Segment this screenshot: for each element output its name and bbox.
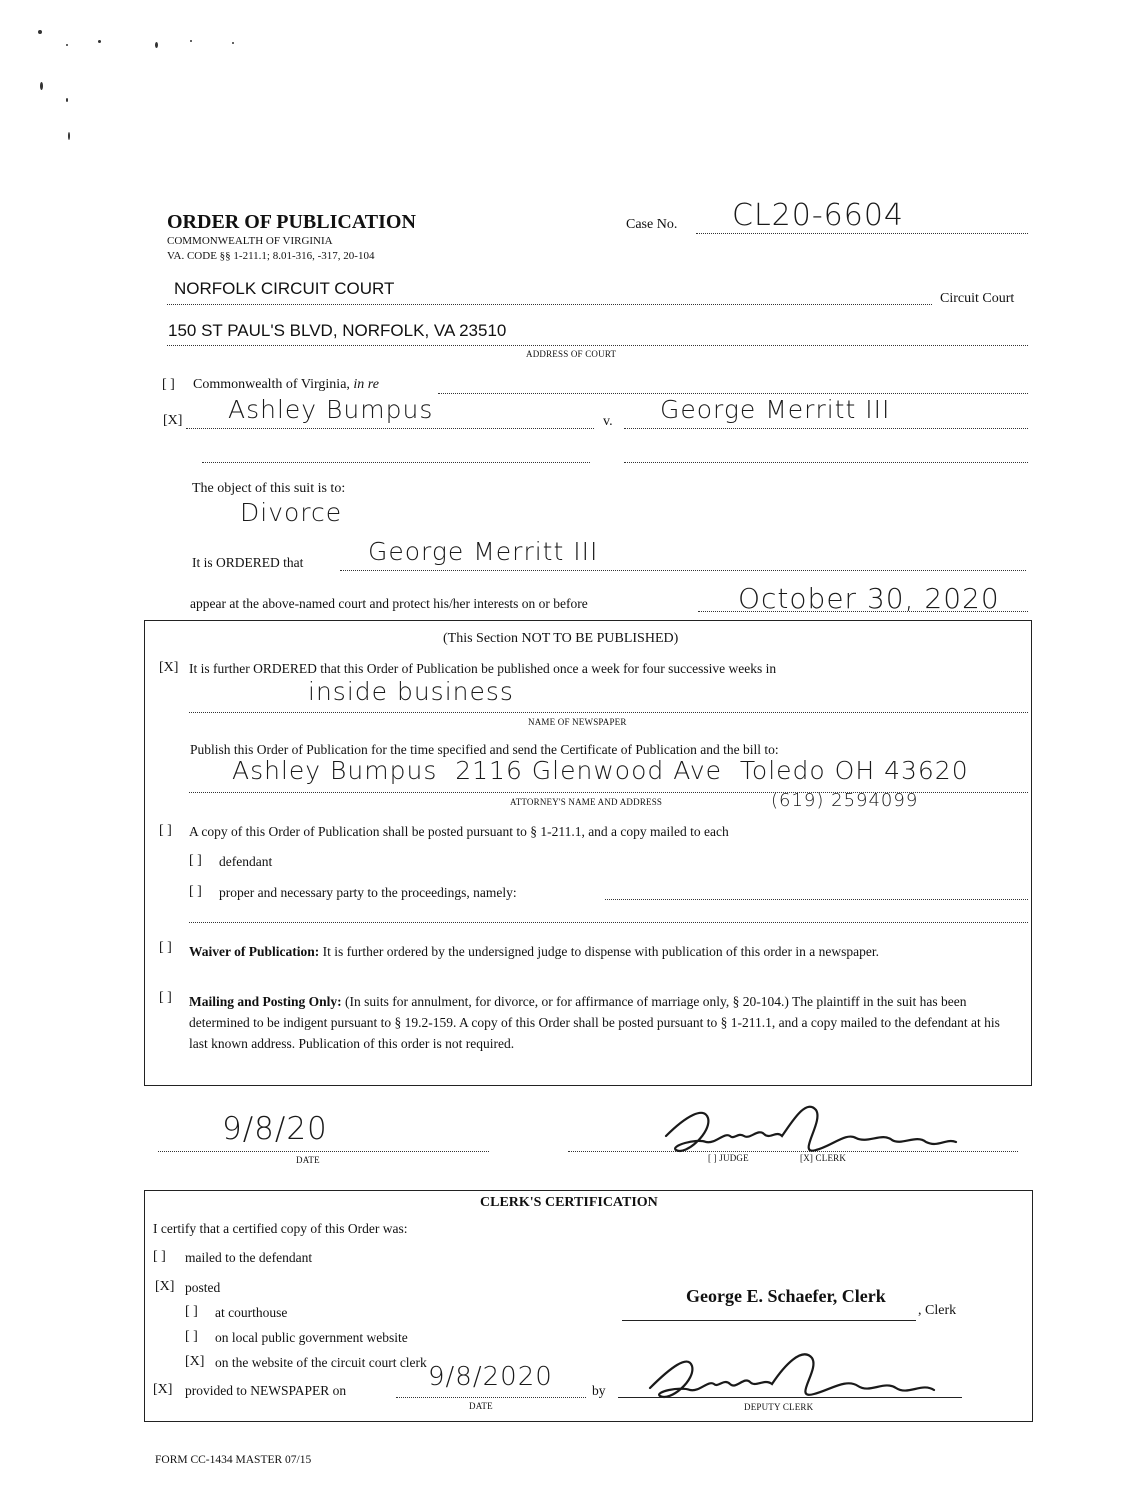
court-address-line xyxy=(167,345,1028,346)
mailing-text: (In suits for annulment, for divorce, or for affirmance of marriage only, § 20-104.) The plaintiff in the suit has been determined to be indigent pursuant to § 19.2-159. A copy of this Order shall be posted pursuant to § 1-211.1, and a copy mailed to the defendant at his last known address. Publication of this order is not required. xyxy=(189,994,1000,1051)
court-address-caption: ADDRESS OF COURT xyxy=(526,349,617,359)
ordered-party-field[interactable]: George Merritt III xyxy=(368,537,599,566)
scan-speck xyxy=(38,30,42,34)
court-name-line xyxy=(167,304,932,305)
scan-speck xyxy=(68,132,70,140)
newspaper-field[interactable]: inside business xyxy=(308,677,514,706)
copy-text: A copy of this Order of Publication shall be posted pursuant to § 1-211.1, and a copy mailed to each xyxy=(189,824,729,839)
appear-text: appear at the above-named court and protect his/her interests on or before xyxy=(190,596,588,611)
copy-checkbox[interactable]: [ ] xyxy=(159,823,172,838)
defendant-label: defendant xyxy=(219,854,273,869)
commonwealth-label-text: Commonwealth of Virginia, xyxy=(193,377,350,392)
form-code: VA. CODE §§ 1-211.1; 8.01-316, -317, 20-104 xyxy=(167,250,375,262)
mailed-checkbox[interactable]: [ ] xyxy=(153,1249,166,1264)
by-label: by xyxy=(592,1383,606,1398)
judge-checkbox[interactable]: [ ] JUDGE xyxy=(708,1153,749,1163)
clerk-suffix: , Clerk xyxy=(918,1303,957,1318)
party-line-2 xyxy=(189,922,1028,923)
newspaper-line xyxy=(189,712,1028,713)
scan-speck xyxy=(40,82,43,90)
signature-date-line xyxy=(158,1151,489,1152)
court-address-field[interactable]: 150 ST PAUL'S BLVD, NORFOLK, VA 23510 xyxy=(168,321,507,340)
attorney-field[interactable]: Ashley Bumpus 2116 Glenwood Ave Toledo OH 43620 xyxy=(232,756,969,785)
attorney-caption: ATTORNEY'S NAME AND ADDRESS xyxy=(510,797,663,807)
newspaper-date-caption: DATE xyxy=(469,1401,493,1411)
signature-date-caption: DATE xyxy=(296,1155,320,1165)
clerk-website-label: on the website of the circuit court clerk xyxy=(215,1355,427,1370)
waiver-title: Waiver of Publication: xyxy=(189,944,320,959)
waiver-paragraph xyxy=(189,941,1014,962)
defendant-line-2 xyxy=(624,462,1028,463)
scan-speck xyxy=(66,44,68,46)
ordered-line xyxy=(340,570,1026,571)
object-label: The object of this suit is to: xyxy=(192,481,346,496)
party-label: proper and necessary party to the proceedings, namely: xyxy=(219,885,517,900)
newspaper-date-field[interactable]: 9/8/2020 xyxy=(428,1362,553,1392)
clerk-website-checkbox[interactable]: [X] xyxy=(185,1354,205,1369)
posted-label: posted xyxy=(185,1280,221,1295)
certification-intro: I certify that a certified copy of this Order was: xyxy=(153,1221,408,1236)
mailed-label: mailed to the defendant xyxy=(185,1250,313,1265)
mailing-title: Mailing and Posting Only: xyxy=(189,994,342,1009)
signature-date-field[interactable]: 9/8/20 xyxy=(222,1111,328,1147)
waiver-checkbox[interactable]: [ ] xyxy=(159,940,172,955)
form-title: ORDER OF PUBLICATION xyxy=(167,211,416,233)
form-subtitle: COMMONWEALTH OF VIRGINIA xyxy=(167,235,333,247)
court-name-field[interactable]: NORFOLK CIRCUIT COURT xyxy=(174,279,395,298)
scan-speck xyxy=(155,42,158,48)
appear-date-field[interactable]: October 30, 2020 xyxy=(738,582,1000,615)
party-line xyxy=(605,899,1028,900)
ordered-label: It is ORDERED that xyxy=(192,555,304,570)
scan-speck xyxy=(232,42,234,44)
scan-speck xyxy=(98,40,101,43)
defendant-field[interactable]: George Merritt III xyxy=(660,395,891,424)
deputy-clerk-line xyxy=(618,1397,962,1398)
commonwealth-checkbox[interactable]: [ ] xyxy=(162,377,175,392)
newspaper-provided-checkbox[interactable]: [X] xyxy=(153,1382,173,1397)
case-number-field[interactable]: CL20-6604 xyxy=(732,198,905,233)
courthouse-label: at courthouse xyxy=(215,1305,288,1320)
case-label: Case No. xyxy=(626,217,678,232)
deputy-clerk-signature[interactable] xyxy=(626,1348,966,1408)
deputy-clerk-caption: DEPUTY CLERK xyxy=(744,1402,814,1412)
send-text: Publish this Order of Publication for the time specified and send the Certificate of Publication and the bill to: xyxy=(190,742,779,757)
publish-text: It is further ORDERED that this Order of Publication be published once a week for four successive weeks in xyxy=(189,661,777,676)
clerk-checkbox[interactable]: [X] CLERK xyxy=(800,1153,847,1163)
clerk-name: George E. Schaefer, Clerk xyxy=(686,1286,886,1306)
circuit-court-label: Circuit Court xyxy=(940,291,1015,306)
form-number: FORM CC-1434 MASTER 07/15 xyxy=(155,1454,312,1466)
publish-checkbox[interactable]: [X] xyxy=(159,660,179,675)
in-re-label: in re xyxy=(353,377,379,392)
object-field[interactable]: Divorce xyxy=(240,498,343,527)
courthouse-checkbox[interactable]: [ ] xyxy=(185,1304,198,1319)
newspaper-provided-label: provided to NEWSPAPER on xyxy=(185,1383,347,1398)
party-checkbox[interactable]: [ ] xyxy=(189,884,202,899)
plaintiff-field[interactable]: Ashley Bumpus xyxy=(228,395,434,424)
versus-checkbox[interactable]: [X] xyxy=(163,413,183,428)
waiver-text: It is further ordered by the undersigned judge to dispense with publication of this order in a newspaper. xyxy=(322,944,879,959)
plaintiff-line xyxy=(186,428,594,429)
commonwealth-line xyxy=(438,393,1028,394)
local-website-checkbox[interactable]: [ ] xyxy=(185,1329,198,1344)
case-number-line xyxy=(696,233,1028,234)
newspaper-date-line xyxy=(396,1397,586,1398)
certification-heading: CLERK'S CERTIFICATION xyxy=(480,1195,658,1210)
not-published-heading: (This Section NOT TO BE PUBLISHED) xyxy=(443,631,679,646)
scan-speck xyxy=(66,98,68,102)
local-website-label: on local public government website xyxy=(215,1330,408,1345)
defendant-line xyxy=(624,428,1028,429)
versus-label: v. xyxy=(603,414,613,429)
newspaper-caption: NAME OF NEWSPAPER xyxy=(528,717,627,727)
defendant-checkbox[interactable]: [ ] xyxy=(189,853,202,868)
scan-speck xyxy=(190,40,192,42)
mailing-checkbox[interactable]: [ ] xyxy=(159,990,172,1005)
attorney-phone-field[interactable]: (619) 2594099 xyxy=(771,790,919,811)
plaintiff-line-2 xyxy=(202,462,590,463)
clerk-name-line xyxy=(622,1320,916,1321)
commonwealth-label xyxy=(193,377,379,393)
posted-checkbox[interactable]: [X] xyxy=(155,1279,175,1294)
mailing-paragraph xyxy=(189,991,1014,1054)
